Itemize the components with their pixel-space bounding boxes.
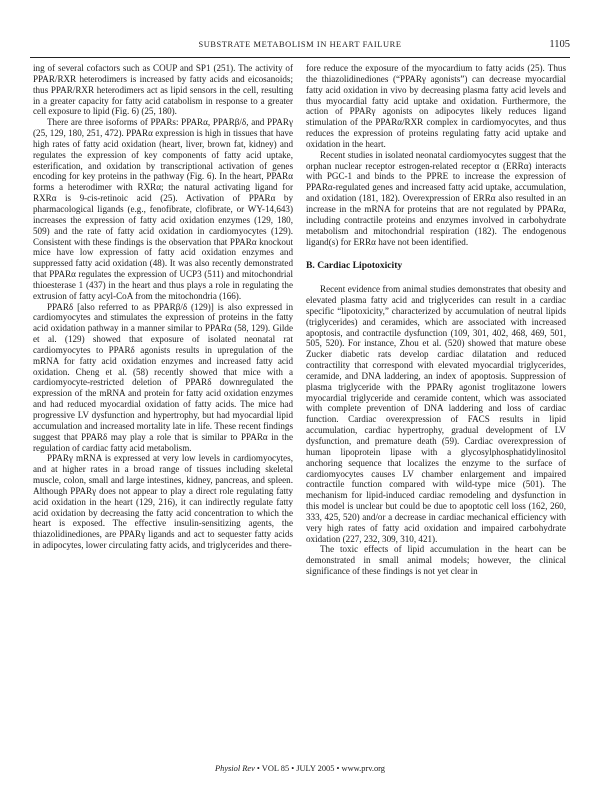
running-title: SUBSTRATE METABOLISM IN HEART FAILURE: [198, 40, 402, 49]
section-heading: B. Cardiac Lipotoxicity: [306, 260, 403, 272]
paragraph: The toxic effects of lipid accumulation in the heart can be demonstrated in small animal models; however, the clinical significance of these findings is not yet clear in: [306, 544, 566, 577]
journal-name: Physiol Rev: [215, 764, 255, 773]
left-column: [33, 63, 293, 551]
paragraph: PPARγ mRNA is expressed at very low levels in cardiomyocytes, and at higher rates in a broad range of tissues including skeletal muscle, colon, small and large intestines, kidney, pancreas, and spleen. Although PPARγ does not appear to play a direct role regulating fatty acid oxidation in the heart (129, 216), it can indirectly regulate fatty acid oxidation by decreasing the fatty acid concentration to which the heart is exposed. The effective insulin-sensitizing agents, the thiazolidinediones, are PPARγ ligands and act to sequester fatty acids in adipocytes, lower circulating fatty acids, and triglycerides and there-: [33, 453, 293, 551]
page-number: 1105: [549, 39, 570, 50]
right-column: [306, 63, 566, 577]
paragraph: ing of several cofactors such as COUP and SP1 (251). The activity of PPAR/RXR heterodimers is increased by fatty acids and eicosanoids; thus PPAR/RXR heterodimers act as lipid sensors in the cell, resulting in a greater capacity for fatty acid catabolism in response to a greater cell exposure to lipid (Fig. 6) (25, 180).: [33, 63, 293, 117]
paragraph: fore reduce the exposure of the myocardium to fatty acids (25). Thus the thiazolidinediones (“PPARγ agonists”) can decrease myocardial fatty acid oxidation in vivo by decreasing plasma fatty acid levels and thus myocardial fatty acid uptake and oxidation. Furthermore, the action of PPARγ agonists on adipocytes likely reduces ligand stimulation of the PPARα/RXR complex in cardiomyocytes, and thus reduces the expression of proteins regulating fatty acid uptake and oxidation in the heart.: [306, 63, 566, 149]
paragraph: Recent studies in isolated neonatal cardiomyocytes suggest that the orphan nuclear receptor estrogen-related receptor α (ERRα) interacts with PGC-1 and binds to the PPRE to increase the expression of PPARα-regulated genes and increased fatty acid uptake, accumulation, and oxidation (181, 182). Overexpression of ERRα also resulted in an increase in the mRNA for proteins that are not regulated by PPARα, including contractile proteins and enzymes involved in carbohydrate metabolism and mitochondrial respiration (182). The endogenous ligand(s) for ERRα have not been identified.: [306, 149, 566, 247]
footer-details: • VOL 85 • JULY 2005 • www.prv.org: [254, 764, 385, 773]
paragraph: PPARδ [also referred to as PPARβ/δ (129)] is also expressed in cardiomyocytes and stimulates the expression of proteins in the fatty acid oxidation pathway in a manner similar to PPARα (58, 129). Gilde et al. (129) showed that exposure of isolated neonatal rat cardiomyocytes to PPARδ agonists results in upregulation of the mRNA for fatty acid oxidation enzymes and increased fatty acid oxidation. Cheng et al. (58) recently showed that mice with a cardiomyocyte-restricted deletion of PPARδ downregulated the expression of the mRNA and protein for fatty acid oxidation enzymes and had reduced myocardial oxidation of fatty acids. The mice had progressive LV dysfunction and hypertrophy, but had myocardial lipid accumulation and increased mortality late in life. These recent findings suggest that PPARδ may play a role that is similar to PPARα in the regulation of cardiac fatty acid metabolism.: [33, 301, 293, 453]
page-header: [30, 40, 570, 54]
header-rule: [30, 57, 570, 58]
page-footer: [0, 764, 600, 773]
paragraph: Recent evidence from animal studies demonstrates that obesity and elevated plasma fatty acid and triglycerides can result in a cardiac specific “lipotoxicity,” characterized by accumulation of neutral lipids (triglycerides) and ceramides, which are associated with increased apoptosis, and contractile dysfunction (109, 301, 402, 468, 469, 501, 505, 520). For instance, Zhou et al. (520) showed that mature obese Zucker diabetic rats develop cardiac dilatation and reduced contractility that correspond with elevated myocardial triglycerides, ceramide, and DNA laddering, an index of apoptosis. Suppression of plasma triglyceride with the PPARγ agonist troglitazone lowers myocardial triglyceride and ceramide content, which was associated with complete prevention of DNA laddering and loss of cardiac function. Cardiac overexpression of FACS results in lipid accumulation, cardiac hypertrophy, gradual development of LV dysfunction, and premature death (59). Cardiac overexpression of human lipoprotein lipase with a glycosylphosphatidylinositol anchoring sequence that localizes the enzyme to the surface of cardiomyocytes causes LV chamber enlargement and impaired contractile function compared with wild-type mice (501). The mechanism for lipid-induced cardiac remodeling and dysfunction in this model is unclear but could be due to apoptotic cell loss (162, 260, 333, 425, 520) and/or a decrease in cardiac mechanical efficiency with very high rates of fatty acid oxidation and impaired carbohydrate oxidation (227, 232, 309, 310, 421).: [306, 284, 566, 544]
paragraph: There are three isoforms of PPARs: PPARα, PPARβ/δ, and PPARγ (25, 129, 180, 251, 472). PPARα expression is high in tissues that have high rates of fatty acid oxidation (heart, liver, brown fat, kidney) and regulates the expression of key components of fatty acid uptake, esterification, and oxidation by transcriptional activation of genes encoding for key proteins in the pathway (Fig. 6). In the heart, PPARα forms a heterodimer with RXRα; the natural activating ligand for RXRα is 9-cis-retinoic acid (25). Activation of PPARα by pharmacological ligands (e.g., fenofibrate, clofibrate, or WY-14,643) increases the expression of fatty acid oxidation enzymes (129, 180, 509) and the rate of fatty acid oxidation in cardiomyocytes (129). Consistent with these findings is the observation that PPARα knockout mice have low expression of fatty acid oxidation enzymes and suppressed fatty acid oxidation (48). It was also recently demonstrated that PPARα regulates the expression of UCP3 (511) and mitochondrial thioesterase 1 (437) in the heart and thus plays a role in regulating the extrusion of fatty acyl-CoA from the mitochondria (166).: [33, 117, 293, 301]
